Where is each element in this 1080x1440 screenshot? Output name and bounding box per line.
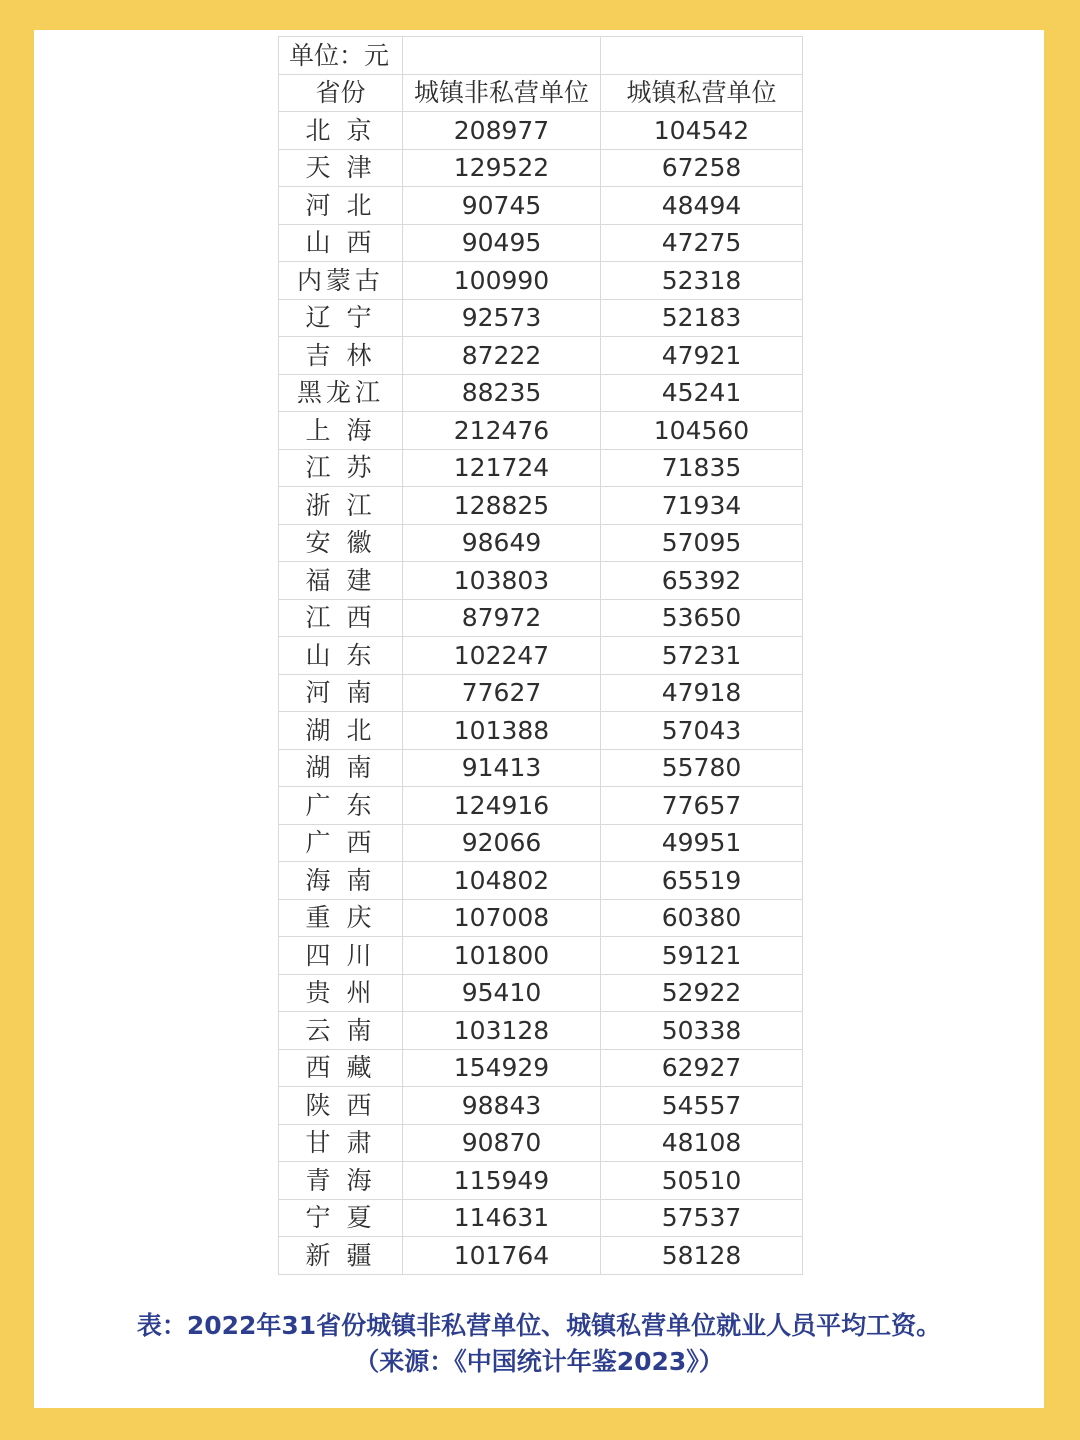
caption-line-2: （来源：《中国统计年鉴2023》）	[354, 1347, 724, 1376]
table-row	[279, 862, 803, 900]
province-cell: 浙 江	[279, 487, 403, 525]
province-cell: 湖 南	[279, 749, 403, 787]
private-wage-cell: 57095	[601, 524, 803, 562]
province-cell: 黑龙江	[279, 374, 403, 412]
province-cell: 西 藏	[279, 1049, 403, 1087]
private-wage-cell: 71835	[601, 449, 803, 487]
private-wage-cell: 65392	[601, 562, 803, 600]
table-caption	[34, 1308, 1044, 1380]
non-private-wage-cell: 154929	[403, 1049, 601, 1087]
private-wage-cell: 45241	[601, 374, 803, 412]
private-wage-cell: 49951	[601, 824, 803, 862]
province-cell: 云 南	[279, 1012, 403, 1050]
province-cell: 福 建	[279, 562, 403, 600]
unit-label: 单位：元	[279, 37, 403, 75]
province-cell: 湖 北	[279, 712, 403, 750]
table-row	[279, 487, 803, 525]
province-cell: 陕 西	[279, 1087, 403, 1125]
table-row	[279, 449, 803, 487]
private-wage-cell: 57537	[601, 1199, 803, 1237]
non-private-wage-cell: 92066	[403, 824, 601, 862]
province-cell: 河 北	[279, 187, 403, 225]
non-private-wage-cell: 95410	[403, 974, 601, 1012]
table-row	[279, 899, 803, 937]
province-cell: 辽 宁	[279, 299, 403, 337]
table-row	[279, 974, 803, 1012]
province-cell: 广 西	[279, 824, 403, 862]
non-private-wage-cell: 90495	[403, 224, 601, 262]
province-cell: 内蒙古	[279, 262, 403, 300]
wage-table	[278, 36, 803, 1275]
private-wage-cell: 104542	[601, 112, 803, 150]
table-row	[279, 149, 803, 187]
province-cell: 宁 夏	[279, 1199, 403, 1237]
non-private-wage-cell: 90745	[403, 187, 601, 225]
content-card	[34, 30, 1044, 1408]
private-wage-cell: 65519	[601, 862, 803, 900]
province-cell: 江 西	[279, 599, 403, 637]
private-wage-cell: 52922	[601, 974, 803, 1012]
non-private-wage-cell: 88235	[403, 374, 601, 412]
table-row	[279, 224, 803, 262]
table-row	[279, 1199, 803, 1237]
private-wage-cell: 48494	[601, 187, 803, 225]
empty-cell	[403, 37, 601, 75]
table-row	[279, 1049, 803, 1087]
private-wage-cell: 57231	[601, 637, 803, 675]
non-private-wage-cell: 91413	[403, 749, 601, 787]
province-cell: 天 津	[279, 149, 403, 187]
table-row	[279, 712, 803, 750]
non-private-wage-cell: 101388	[403, 712, 601, 750]
non-private-wage-cell: 90870	[403, 1124, 601, 1162]
province-cell: 广 东	[279, 787, 403, 825]
table-row	[279, 374, 803, 412]
private-wage-cell: 104560	[601, 412, 803, 450]
non-private-wage-cell: 107008	[403, 899, 601, 937]
table-row	[279, 674, 803, 712]
private-wage-cell: 47275	[601, 224, 803, 262]
table-row	[279, 262, 803, 300]
empty-cell	[601, 37, 803, 75]
table-row	[279, 824, 803, 862]
non-private-wage-cell: 92573	[403, 299, 601, 337]
province-cell: 新 疆	[279, 1237, 403, 1275]
table-row	[279, 749, 803, 787]
table-row	[279, 599, 803, 637]
non-private-wage-cell: 100990	[403, 262, 601, 300]
province-cell: 青 海	[279, 1162, 403, 1200]
province-cell: 山 西	[279, 224, 403, 262]
non-private-wage-cell: 114631	[403, 1199, 601, 1237]
non-private-wage-cell: 87222	[403, 337, 601, 375]
table-row	[279, 562, 803, 600]
private-wage-cell: 57043	[601, 712, 803, 750]
table-row	[279, 299, 803, 337]
table-row	[279, 187, 803, 225]
private-wage-cell: 53650	[601, 599, 803, 637]
non-private-wage-cell: 98843	[403, 1087, 601, 1125]
non-private-wage-cell: 102247	[403, 637, 601, 675]
table-row	[279, 1124, 803, 1162]
private-wage-cell: 47918	[601, 674, 803, 712]
non-private-wage-cell: 208977	[403, 112, 601, 150]
private-wage-cell: 60380	[601, 899, 803, 937]
private-wage-cell: 52318	[601, 262, 803, 300]
non-private-wage-cell: 77627	[403, 674, 601, 712]
header-row	[279, 74, 803, 112]
private-wage-cell: 55780	[601, 749, 803, 787]
non-private-wage-cell: 115949	[403, 1162, 601, 1200]
private-wage-cell: 50510	[601, 1162, 803, 1200]
private-wage-cell: 58128	[601, 1237, 803, 1275]
non-private-wage-cell: 124916	[403, 787, 601, 825]
province-cell: 贵 州	[279, 974, 403, 1012]
non-private-wage-cell: 128825	[403, 487, 601, 525]
non-private-wage-cell: 103803	[403, 562, 601, 600]
province-cell: 河 南	[279, 674, 403, 712]
private-wage-cell: 47921	[601, 337, 803, 375]
column-header-province: 省份	[279, 74, 403, 112]
private-wage-cell: 50338	[601, 1012, 803, 1050]
table-row	[279, 412, 803, 450]
non-private-wage-cell: 129522	[403, 149, 601, 187]
table-row	[279, 787, 803, 825]
column-header-non-private: 城镇非私营单位	[403, 74, 601, 112]
private-wage-cell: 62927	[601, 1049, 803, 1087]
non-private-wage-cell: 98649	[403, 524, 601, 562]
private-wage-cell: 77657	[601, 787, 803, 825]
non-private-wage-cell: 104802	[403, 862, 601, 900]
province-cell: 上 海	[279, 412, 403, 450]
table-row	[279, 524, 803, 562]
table-row	[279, 1087, 803, 1125]
table-row	[279, 1012, 803, 1050]
province-cell: 安 徽	[279, 524, 403, 562]
non-private-wage-cell: 212476	[403, 412, 601, 450]
wage-table-body	[279, 37, 803, 1275]
table-row	[279, 112, 803, 150]
non-private-wage-cell: 101800	[403, 937, 601, 975]
province-cell: 吉 林	[279, 337, 403, 375]
non-private-wage-cell: 103128	[403, 1012, 601, 1050]
private-wage-cell: 59121	[601, 937, 803, 975]
province-cell: 江 苏	[279, 449, 403, 487]
non-private-wage-cell: 101764	[403, 1237, 601, 1275]
province-cell: 山 东	[279, 637, 403, 675]
province-cell: 海 南	[279, 862, 403, 900]
table-row	[279, 637, 803, 675]
unit-row	[279, 37, 803, 75]
province-cell: 甘 肃	[279, 1124, 403, 1162]
caption-line-1: 表：2022年31省份城镇非私营单位、城镇私营单位就业人员平均工资。	[136, 1311, 942, 1340]
column-header-private: 城镇私营单位	[601, 74, 803, 112]
table-row	[279, 1237, 803, 1275]
province-cell: 重 庆	[279, 899, 403, 937]
private-wage-cell: 52183	[601, 299, 803, 337]
non-private-wage-cell: 87972	[403, 599, 601, 637]
table-row	[279, 337, 803, 375]
private-wage-cell: 54557	[601, 1087, 803, 1125]
province-cell: 北 京	[279, 112, 403, 150]
non-private-wage-cell: 121724	[403, 449, 601, 487]
private-wage-cell: 67258	[601, 149, 803, 187]
province-cell: 四 川	[279, 937, 403, 975]
private-wage-cell: 71934	[601, 487, 803, 525]
table-row	[279, 937, 803, 975]
table-row	[279, 1162, 803, 1200]
private-wage-cell: 48108	[601, 1124, 803, 1162]
